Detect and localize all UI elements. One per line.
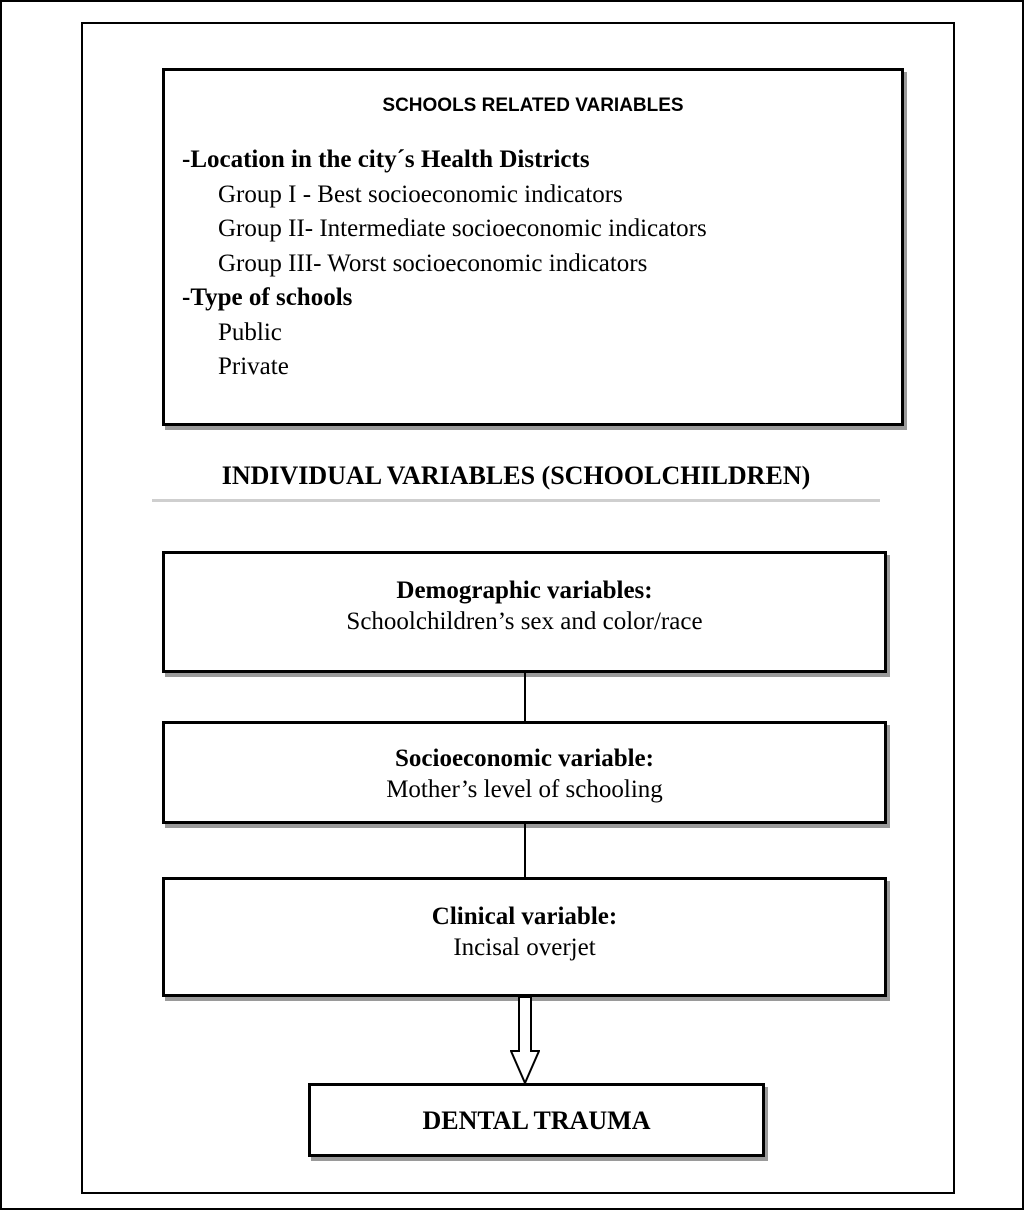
schools-variable-list bbox=[182, 143, 707, 385]
demographic-text: Schoolchildren’s sex and color/race bbox=[346, 608, 703, 635]
socioeconomic-text: Mother’s level of schooling bbox=[386, 776, 663, 803]
schools-related-variables-box bbox=[162, 68, 904, 426]
school-type-private: Private bbox=[218, 353, 289, 380]
individual-variables-banner: INDIVIDUAL VARIABLES (SCHOOLCHILDREN) bbox=[152, 447, 880, 499]
school-type-heading: -Type of schools bbox=[182, 284, 353, 311]
demographic-title: Demographic variables: bbox=[396, 577, 653, 604]
location-group-2: Group II- Intermediate socioeconomic indicators bbox=[218, 215, 707, 242]
clinical-title: Clinical variable: bbox=[431, 903, 618, 930]
school-type-public: Public bbox=[218, 318, 282, 346]
socioeconomic-title: Socioeconomic variable: bbox=[395, 745, 654, 772]
connector-line bbox=[524, 673, 526, 721]
clinical-text: Incisal overjet bbox=[453, 934, 596, 961]
connector-line bbox=[524, 824, 526, 877]
location-group-3: Group III- Worst socioeconomic indicators bbox=[218, 249, 648, 277]
clinical-variable-box bbox=[162, 877, 887, 997]
dental-trauma-box: DENTAL TRAUMA bbox=[308, 1083, 765, 1157]
down-arrow-icon bbox=[510, 997, 540, 1085]
schools-title: SCHOOLS RELATED VARIABLES bbox=[382, 95, 684, 116]
location-heading: -Location in the city´s Health Districts bbox=[182, 146, 590, 173]
socioeconomic-variable-box bbox=[162, 721, 887, 824]
demographic-variables-box bbox=[162, 551, 887, 673]
location-group-1: Group I - Best socioeconomic indicators bbox=[218, 180, 623, 208]
